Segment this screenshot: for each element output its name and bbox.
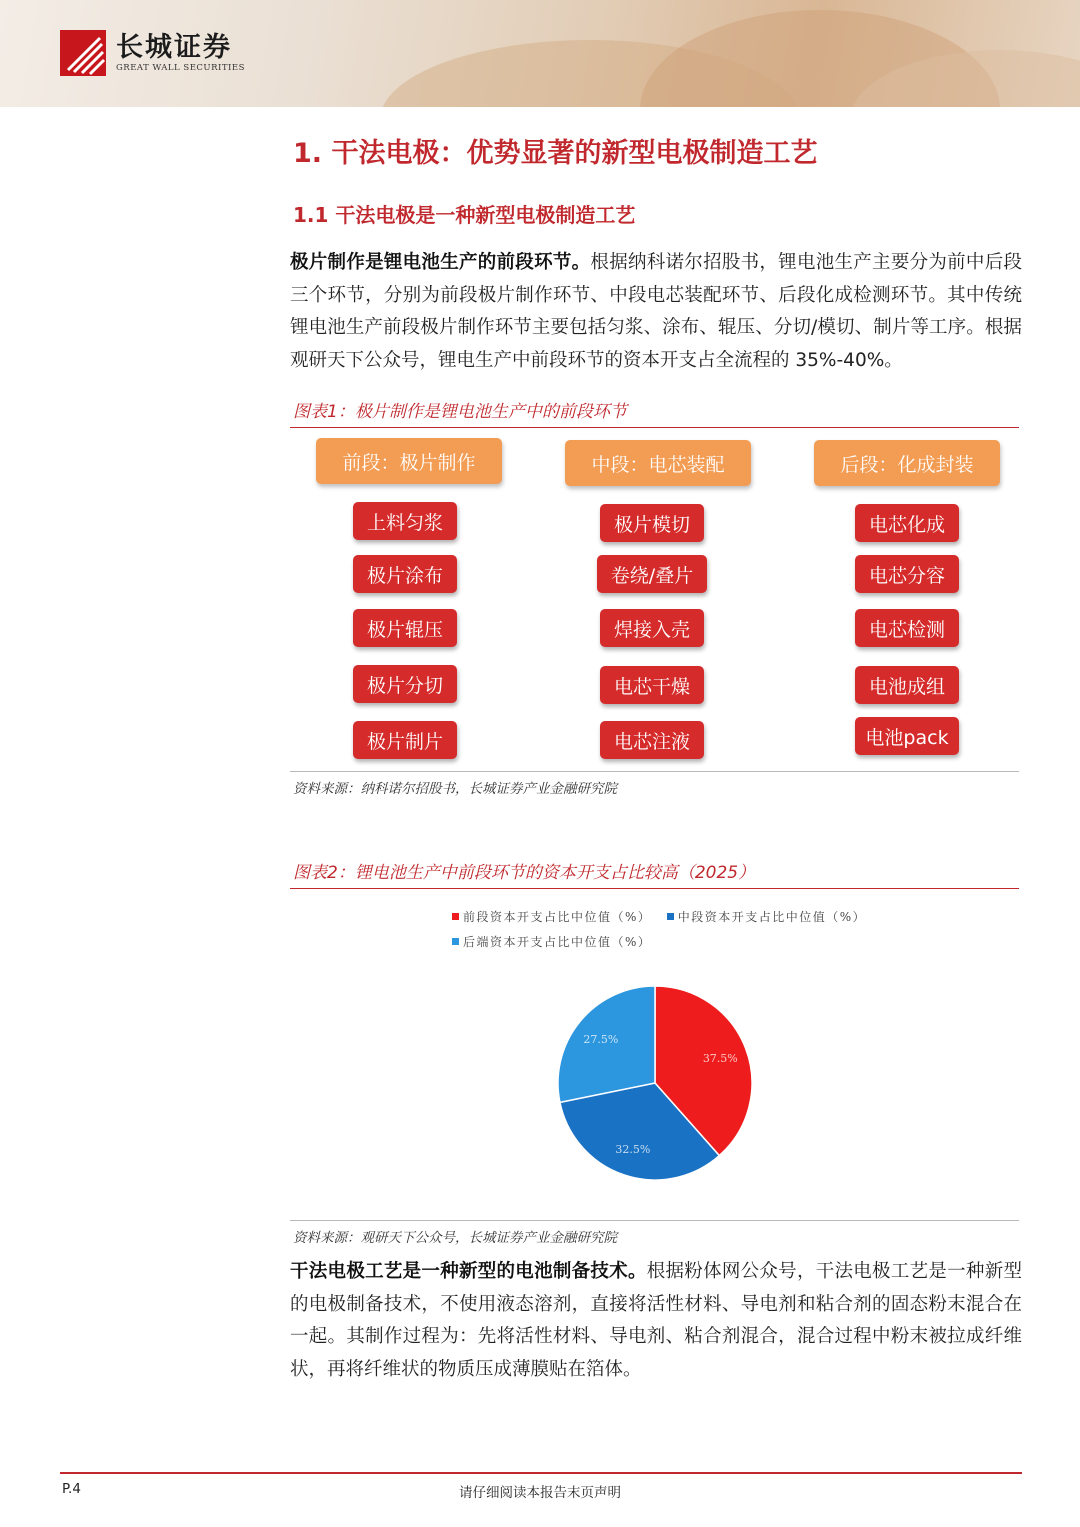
step-front-2: 极片涂布 [353, 555, 457, 593]
chart-legend [452, 905, 882, 955]
step-back-5: 电池pack [855, 717, 959, 755]
legend-item-middle [667, 910, 866, 924]
legend-swatch-back [452, 938, 459, 945]
paragraph-1-body: 根据纳科诺尔招股书，锂电池生产主要分为前中后段三个环节，分别为前段极片制作环节、中段电芯装配环节、后段化成检测环节。其中传统锂电池生产前段极片制作环节主要包括匀浆、涂布、辊压、分切/模切、制片等工序。根据观研天下公众号，锂电生产中前段环节的资本开支占全流程的 35%-40%。 [290, 252, 1022, 371]
great-wall-logo-icon [60, 30, 106, 76]
paragraph-2 [290, 1256, 1022, 1386]
step-back-4: 电池成组 [855, 666, 959, 704]
figure-2-top-rule [290, 888, 1019, 889]
legend-label-front: 前段资本开支占比中位值（%） [463, 910, 652, 924]
page-header [0, 0, 1080, 107]
pie-label-0: 37.5% [702, 1052, 738, 1066]
step-middle-2: 卷绕/叠片 [597, 555, 707, 593]
step-middle-1: 极片模切 [600, 504, 704, 542]
figure-1-top-rule [290, 427, 1019, 428]
paragraph-1 [290, 247, 1022, 377]
step-front-4: 极片分切 [353, 665, 457, 703]
footer-disclaimer: 请仔细阅读本报告末页声明 [459, 1485, 621, 1501]
brand-logo [60, 30, 245, 76]
legend-label-back: 后端资本开支占比中位值（%） [463, 935, 652, 949]
paragraph-2-body: 根据粉体网公众号，干法电极工艺是一种新型的电极制备技术，不使用液态溶剂，直接将活性材料、导电剂和粘合剂的固态粉末混合在一起。其制作过程为：先将活性材料、导电剂、粘合剂混合，混合过程中粉末被拉成纤维状，再将纤维状的物质压成薄膜贴在箔体。 [290, 1261, 1022, 1380]
stage-back: 后段：化成封装 [814, 440, 1000, 486]
legend-swatch-middle [667, 913, 674, 920]
section-heading: 1. 干法电极：优势显著的新型电极制造工艺 [293, 138, 818, 169]
legend-item-front [452, 910, 651, 924]
pie-label-1: 32.5% [615, 1143, 651, 1157]
step-front-1: 上料匀浆 [353, 502, 457, 540]
footer-rule [60, 1472, 1022, 1474]
legend-label-middle: 中段资本开支占比中位值（%） [677, 910, 867, 924]
legend-swatch-front [452, 913, 459, 920]
stage-middle: 中段：电芯装配 [565, 440, 751, 486]
step-middle-5: 电芯注液 [600, 721, 704, 759]
step-middle-3: 焊接入壳 [600, 609, 704, 647]
legend-item-back [452, 935, 651, 949]
step-back-2: 电芯分容 [855, 555, 959, 593]
stage-front: 前段：极片制作 [316, 438, 502, 484]
subsection-heading: 1.1 干法电极是一种新型电极制造工艺 [293, 203, 636, 227]
step-back-1: 电芯化成 [855, 504, 959, 542]
capex-pie-chart [540, 970, 770, 1200]
figure-1-bottom-rule [290, 771, 1019, 772]
brand-name-cn: 长城证券 [116, 32, 232, 63]
figure-1-title: 图表1：极片制作是锂电池生产中的前段环节 [293, 402, 627, 422]
step-front-5: 极片制片 [353, 721, 457, 759]
step-middle-4: 电芯干燥 [600, 666, 704, 704]
brand-name-en: GREAT WALL SECURITIES [116, 63, 245, 73]
figure-2-bottom-rule [290, 1220, 1019, 1221]
paragraph-2-lead: 干法电极工艺是一种新型的电池制备技术。 [290, 1261, 647, 1282]
page-number: P.4 [62, 1481, 81, 1497]
figure-1-source: 资料来源：纳科诺尔招股书，长城证券产业金融研究院 [293, 781, 617, 797]
pie-label-2: 27.5% [583, 1032, 619, 1046]
paragraph-1-lead: 极片制作是锂电池生产的前段环节。 [290, 252, 591, 273]
step-front-3: 极片辊压 [353, 609, 457, 647]
figure-2-title: 图表2：锂电池生产中前段环节的资本开支占比较高（2025） [293, 863, 756, 883]
step-back-3: 电芯检测 [855, 609, 959, 647]
figure-2-source: 资料来源：观研天下公众号，长城证券产业金融研究院 [293, 1230, 617, 1246]
